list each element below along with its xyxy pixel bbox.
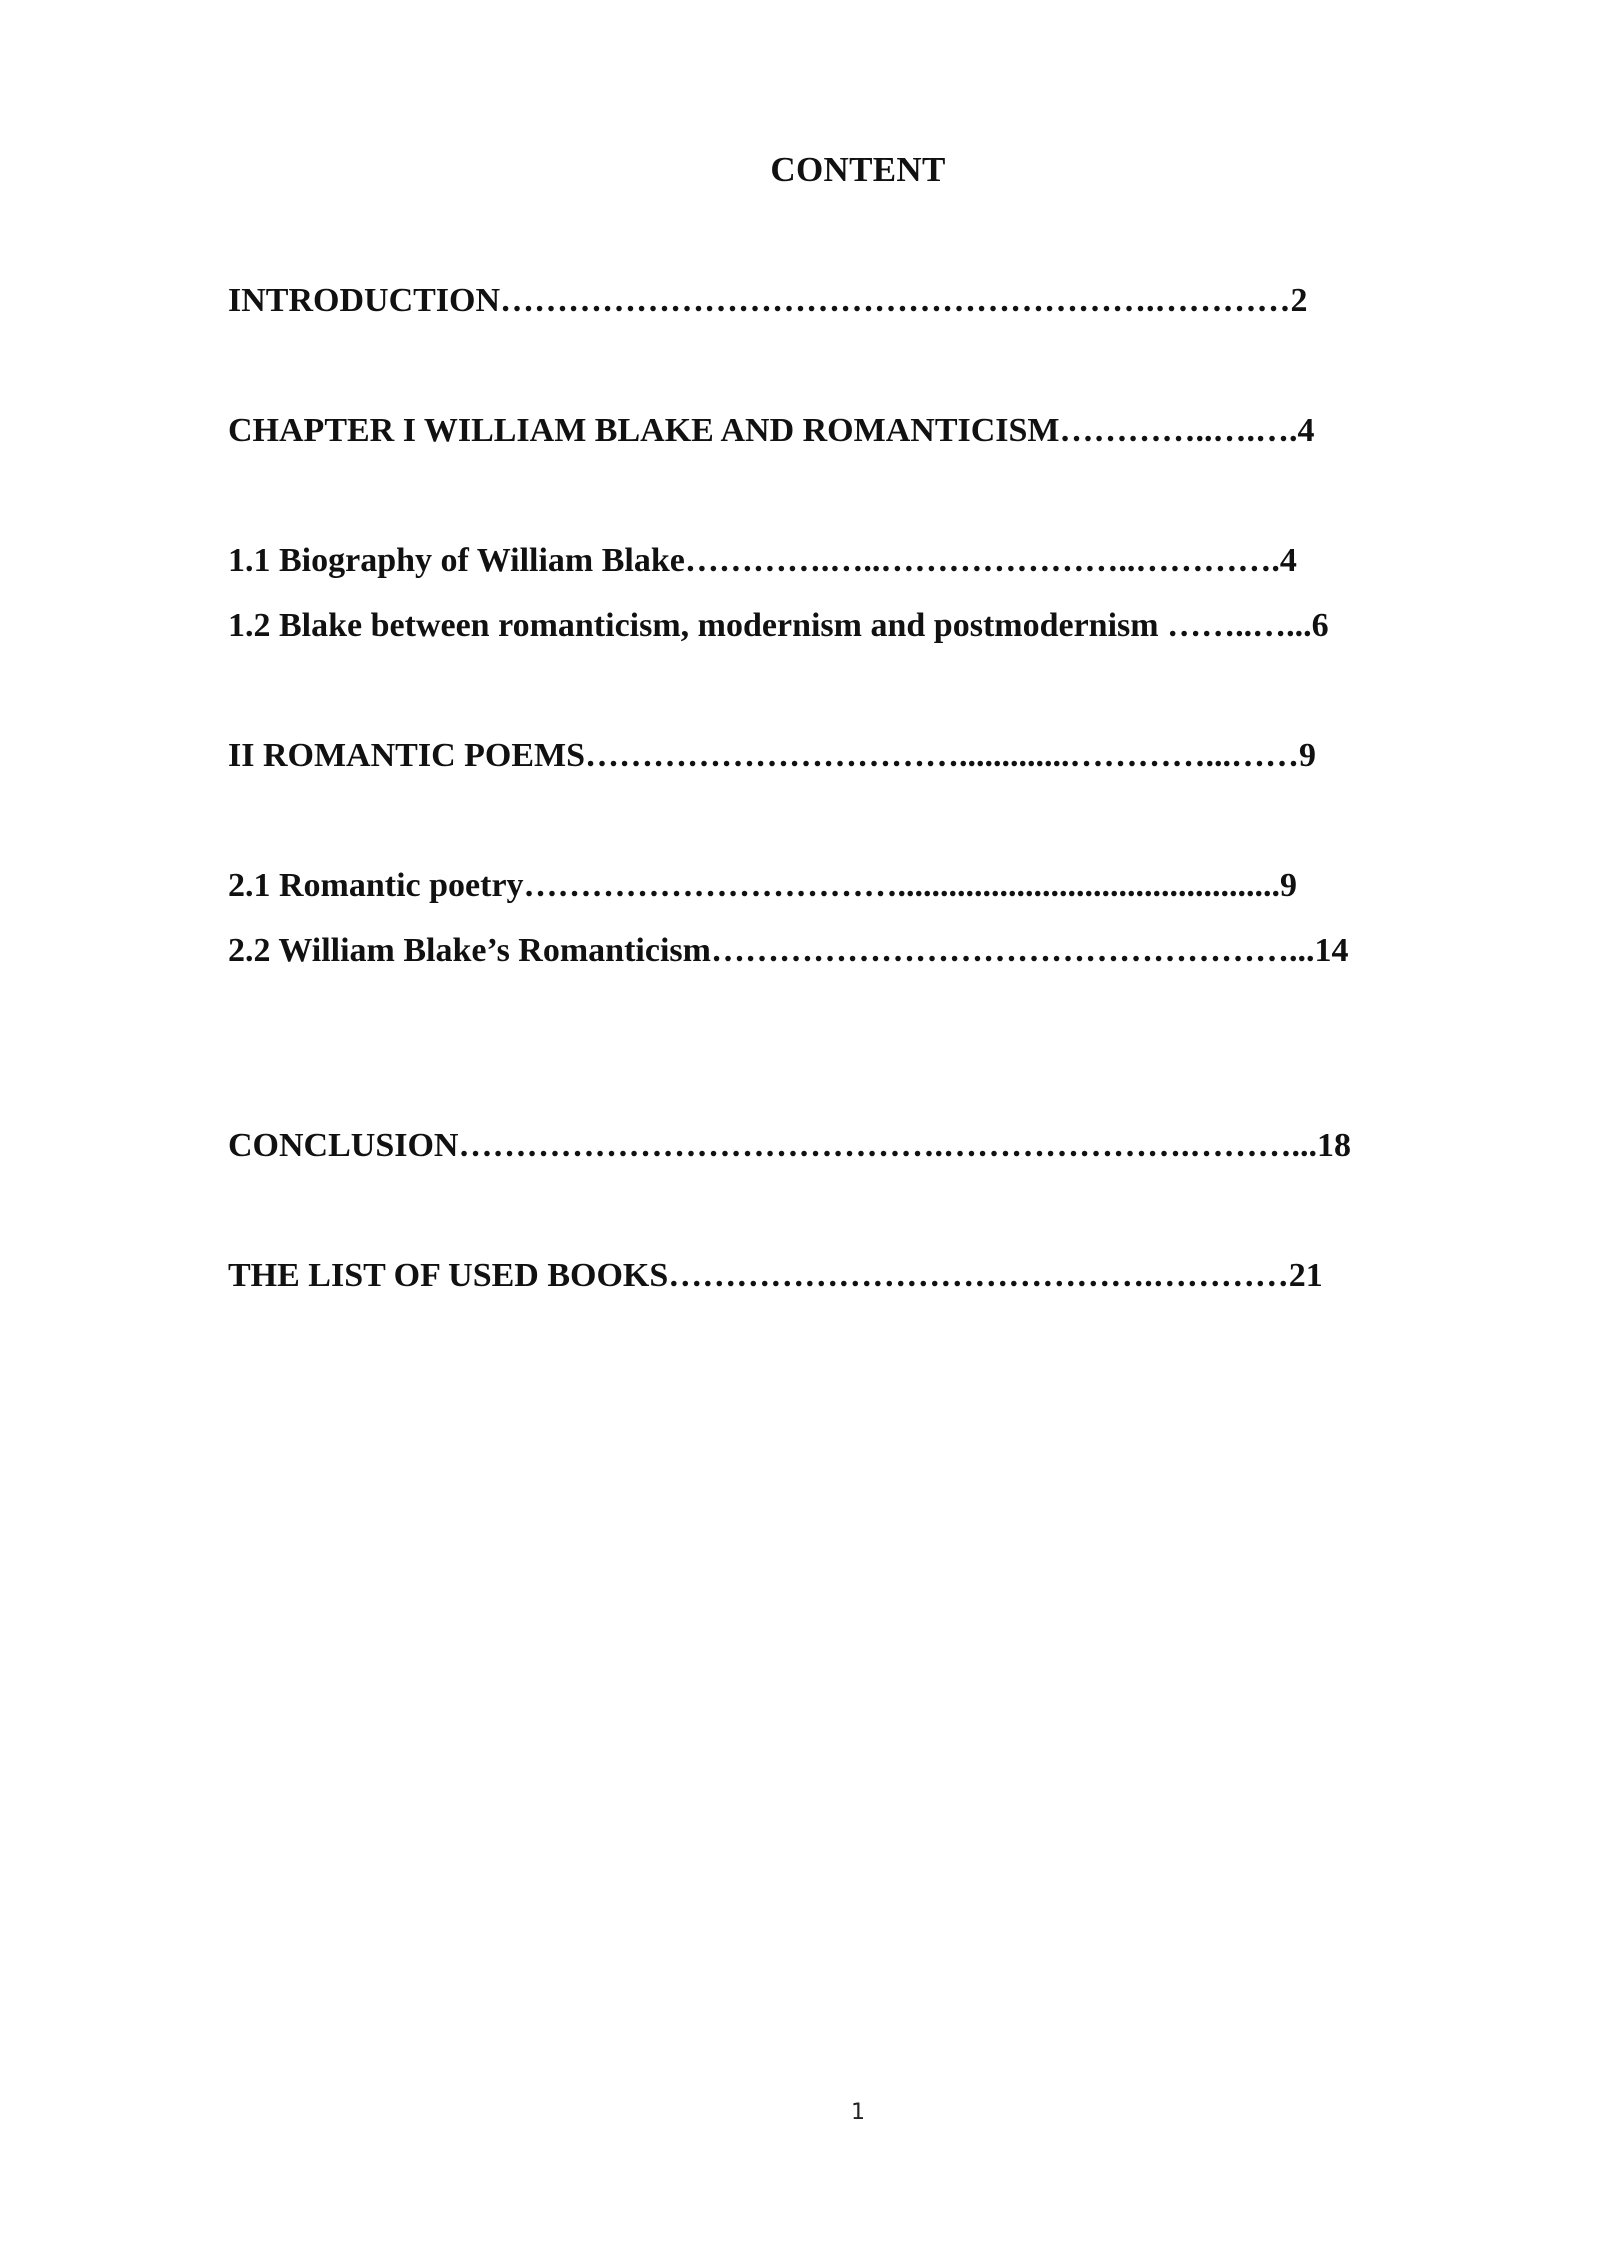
toc-entry-conclusion: CONCLUSION…………………………………….………………….………...18 (228, 1127, 1351, 1164)
toc-entry-2-2: 2.2 William Blake’s Romanticism……………………………………………...14 (228, 932, 1349, 969)
toc-entry-2-1: 2.1 Romantic poetry…………………………….............................................9 (228, 867, 1298, 904)
toc-entry-used-books: THE LIST OF USED BOOKS…………………………………….…………21 (228, 1257, 1323, 1294)
toc-entry-1-1: 1.1 Biography of William Blake………….…..…………………..………….4 (228, 542, 1297, 579)
toc-entry-chapter-1: CHAPTER I WILLIAM BLAKE AND ROMANTICISM…………..….….4 (228, 412, 1315, 449)
toc-entry-chapter-2: II ROMANTIC POEMS…………………………….............…………...……9 (228, 737, 1317, 774)
toc-entry-1-2: 1.2 Blake between romanticism, modernism and postmodernism ……..…...6 (228, 607, 1329, 644)
page-title: CONTENT (770, 150, 946, 189)
page-number: 1 (851, 2100, 865, 2125)
toc-entry-introduction: INTRODUCTION………………………………………………….…………2 (228, 282, 1308, 319)
